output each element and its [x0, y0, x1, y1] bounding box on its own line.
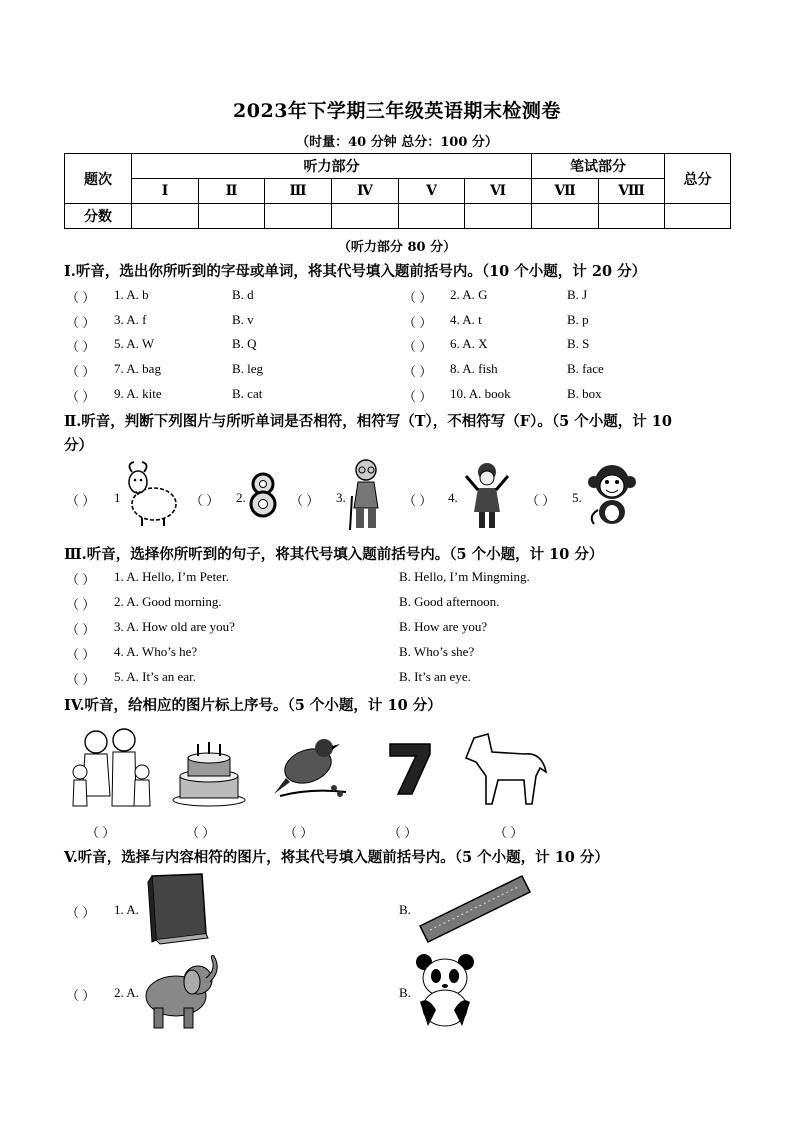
q1-10: （ ） — [403, 389, 433, 404]
q1-5-b: B. Q — [232, 336, 257, 351]
section-2-title-line1: Ⅱ.听音，判断下列图片与所听单词是否相符，相符写（T），不相符写（F）。（5 个小题，计 10 — [64, 413, 672, 430]
table-numeral: Ⅷ — [599, 179, 665, 204]
old-man-picture — [344, 458, 390, 532]
q1-5: （ ） — [66, 339, 96, 354]
q2-1-bracket: （ ） — [66, 493, 96, 508]
q2-3-bracket: （ ） — [290, 493, 320, 508]
table-numeral: Ⅵ — [465, 179, 532, 204]
q4-3-bracket: （ ） — [284, 825, 314, 840]
q3-4-a: 4. A. Who’s he? — [114, 644, 198, 659]
table-header-row-label: 题次 — [65, 154, 132, 204]
panda-picture — [414, 952, 478, 1030]
monkey-picture — [586, 462, 638, 528]
q1-8-b: B. face — [567, 361, 604, 376]
table-numeral: Ⅲ — [265, 179, 332, 204]
section-3-title: Ⅲ.听音，选择你所听到的句子，将其代号填入题前括号内。（5 个小题，计 10 分） — [64, 546, 604, 563]
table-numeral: Ⅱ — [199, 179, 265, 204]
q2-4-bracket: （ ） — [403, 493, 433, 508]
table-numeral: Ⅴ — [399, 179, 465, 204]
table-header-writing: 笔试部分 — [532, 154, 665, 179]
table-numeral: Ⅶ — [532, 179, 599, 204]
q2-4-num: 4. — [448, 490, 458, 505]
birthday-cake-picture — [172, 740, 246, 808]
q1-6-a: 6. A. X — [450, 336, 488, 351]
q3-1-a: 1. A. Hello, I’m Peter. — [114, 569, 229, 584]
table-numeral: Ⅳ — [332, 179, 399, 204]
q1-2-b: B. J — [567, 287, 588, 302]
q2-2-num: 2. — [236, 490, 246, 505]
q1-4: （ ） — [403, 315, 433, 330]
score-cell[interactable] — [465, 204, 532, 229]
q4-5-bracket: （ ） — [494, 825, 524, 840]
score-cell[interactable] — [599, 204, 665, 229]
score-cell[interactable] — [199, 204, 265, 229]
q3-5-a: 5. A. It’s an ear. — [114, 669, 196, 684]
q2-1-num: 1 — [114, 490, 121, 505]
q1-8-a: 8. A. fish — [450, 361, 498, 376]
section-2-title-line2: 分） — [64, 437, 93, 454]
section-1-title: Ⅰ.听音，选出你所听到的字母或单词，将其代号填入题前括号内。（10 个小题，计 20 分） — [64, 263, 647, 280]
q3-3-a: 3. A. How old are you? — [114, 619, 235, 634]
score-cell[interactable] — [332, 204, 399, 229]
score-table — [64, 153, 731, 229]
q4-1-bracket: （ ） — [86, 825, 116, 840]
q5-2-b: B. — [399, 985, 411, 1000]
q3-5-b: B. It’s an eye. — [399, 669, 471, 684]
score-cell[interactable] — [532, 204, 599, 229]
q1-6-b: B. S — [567, 336, 590, 351]
number-eight-picture — [246, 472, 280, 518]
q1-2-a: 2. A. G — [450, 287, 488, 302]
score-cell[interactable] — [399, 204, 465, 229]
q3-1-bracket: （ ） — [66, 572, 96, 587]
listening-header: （听力部分 80 分） — [337, 240, 457, 255]
q3-1-b: B. Hello, I’m Mingming. — [399, 569, 530, 584]
q3-3-bracket: （ ） — [66, 622, 96, 637]
table-score-label: 分数 — [65, 204, 132, 229]
q3-2-a: 2. A. Good morning. — [114, 594, 222, 609]
q5-2-a: 2. A. — [114, 985, 139, 1000]
q2-5-num: 5. — [572, 490, 582, 505]
q3-5-bracket: （ ） — [66, 672, 96, 687]
q1-7: （ ） — [66, 364, 96, 379]
goat-picture — [122, 462, 182, 528]
q1-7-a: 7. A. bag — [114, 361, 161, 376]
q2-5-bracket: （ ） — [526, 493, 556, 508]
q1-1-a: 1. A. b — [114, 287, 149, 302]
q2-2-bracket: （ ） — [190, 493, 220, 508]
q5-1-b: B. — [399, 902, 411, 917]
q3-3-b: B. How are you? — [399, 619, 488, 634]
q3-4-bracket: （ ） — [66, 647, 96, 662]
q3-4-b: B. Who’s she? — [399, 644, 475, 659]
page-title: 2023年下学期三年级英语期末检测卷 — [233, 100, 561, 122]
q1-6: （ ） — [403, 339, 433, 354]
score-cell[interactable] — [665, 204, 731, 229]
score-cell[interactable] — [265, 204, 332, 229]
q5-1-a: 1. A. — [114, 902, 139, 917]
q1-7-b: B. leg — [232, 361, 264, 376]
number-seven-picture — [384, 740, 436, 798]
family-picture — [70, 726, 152, 810]
q3-2-b: B. Good afternoon. — [399, 594, 500, 609]
score-cell[interactable] — [132, 204, 199, 229]
q1-3: （ ） — [66, 315, 96, 330]
q5-2-bracket: （ ） — [66, 988, 96, 1003]
q1-8: （ ） — [403, 364, 433, 379]
q1-3-b: B. v — [232, 312, 254, 327]
q1-2: （ ） — [403, 290, 433, 305]
q3-2-bracket: （ ） — [66, 597, 96, 612]
q1-5-a: 5. A. W — [114, 336, 155, 351]
q4-2-bracket: （ ） — [186, 825, 216, 840]
q1-4-b: B. p — [567, 312, 589, 327]
table-numeral: Ⅰ — [132, 179, 199, 204]
bird-picture — [270, 732, 350, 804]
table-header-total: 总分 — [665, 154, 731, 204]
page-subtitle: （时量：40 分钟 总分：100 分） — [296, 135, 498, 150]
girl-picture — [462, 460, 512, 530]
horse-picture — [462, 732, 550, 806]
q1-3-a: 3. A. f — [114, 312, 147, 327]
book-picture — [144, 872, 210, 944]
q1-9: （ ） — [66, 389, 96, 404]
ruler-picture — [418, 872, 532, 946]
q1-4-a: 4. A. t — [450, 312, 482, 327]
q4-4-bracket: （ ） — [388, 825, 418, 840]
q2-3-num: 3. — [336, 490, 346, 505]
q1-1: （ ） — [66, 290, 96, 305]
section-5-title: V.听音，选择与内容相符的图片，将其代号填入题前括号内。（5 个小题，计 10 分） — [64, 849, 609, 866]
elephant-picture — [140, 952, 224, 1032]
q5-1-bracket: （ ） — [66, 905, 96, 920]
table-header-listening: 听力部分 — [132, 154, 532, 179]
q1-9-a: 9. A. kite — [114, 386, 162, 401]
q1-9-b: B. cat — [232, 386, 263, 401]
q1-10-a: 10. A. book — [450, 386, 511, 401]
q1-1-b: B. d — [232, 287, 254, 302]
section-4-title: IV.听音，给相应的图片标上序号。（5 个小题，计 10 分） — [64, 697, 442, 714]
q1-10-b: B. box — [567, 386, 602, 401]
